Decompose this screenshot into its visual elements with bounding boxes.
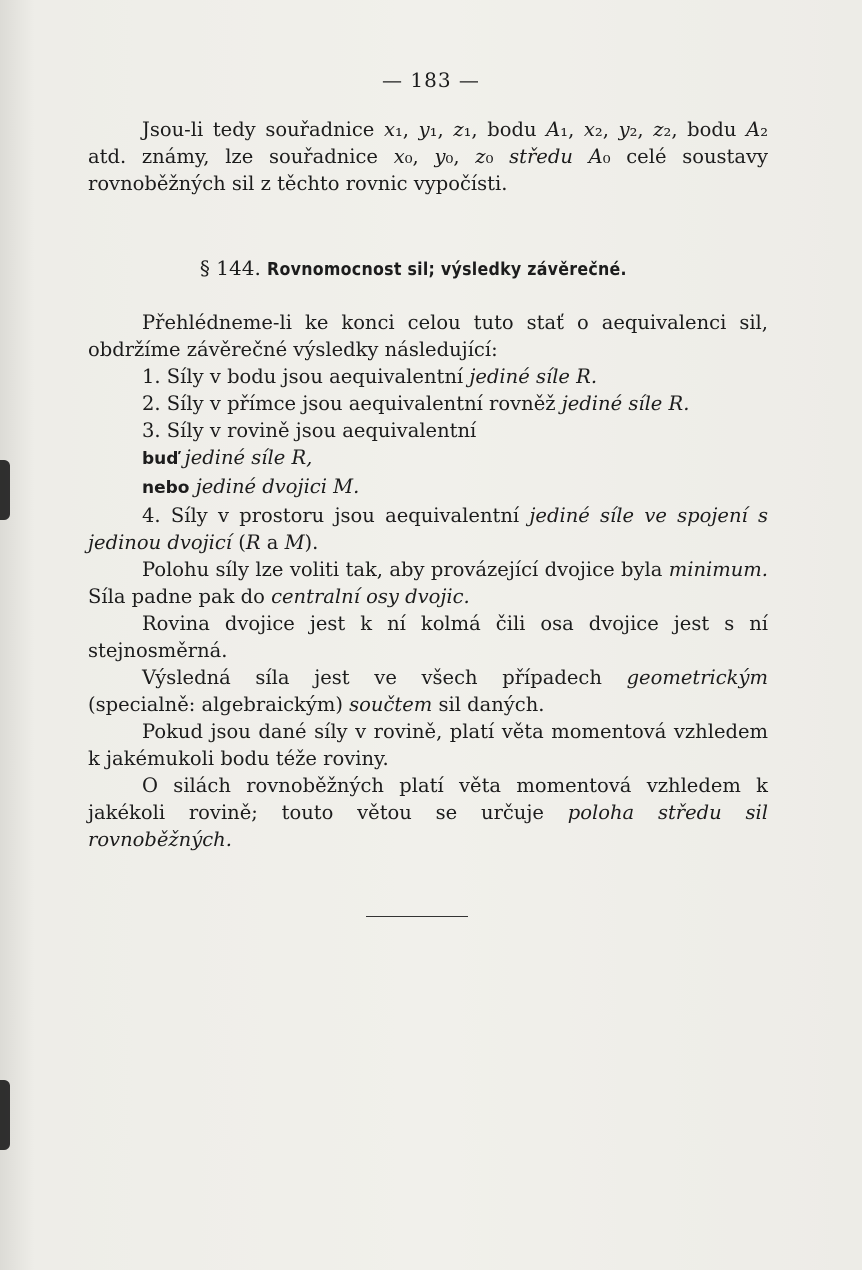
binding-shadow-bottom xyxy=(0,1080,10,1150)
binding-shadow-top xyxy=(0,460,10,520)
list-item-4: 4. Síly v prostoru jsou aequivalentní jediné síle ve spojení s jedinou dvojicí (R a M). xyxy=(88,504,768,554)
paragraph-resultant: Výsledná síla jest ve všech případech geometrickým (specialně: algebraickým) součtem sil daných. xyxy=(88,666,768,716)
intro-paragraph: Jsou-li tedy souřadnice x₁, y₁, z₁, bodu A₁, x₂, y₂, z₂, bodu A₂ atd. známy, lze souřadnice x₀, y₀, z₀ středu A₀ celé soustavy rovnoběžných sil z těchto rovnic vypočísti. xyxy=(88,118,769,195)
list-item-3-option-a: buď jediné síle R, xyxy=(142,446,313,469)
page-number: — 183 — xyxy=(382,68,480,92)
lead-paragraph: Přehlédneme-li ke konci celou tuto stať o aequivalenci sil, obdržíme závěrečné výsledky následující: xyxy=(88,311,768,361)
list-item-3: 3. Síly v rovině jsou aequivalentní xyxy=(142,419,477,442)
paragraph-minimum: Polohu síly lze voliti tak, aby provázející dvojice byla minimum. Síla padne pak do centralní osy dvojic. xyxy=(88,558,768,608)
body-text xyxy=(88,116,768,853)
list-item-3-option-b: nebo jediné dvojici M. xyxy=(142,475,360,498)
list-item-2: 2. Síly v přímce jsou aequivalentní rovněž jediné síle R. xyxy=(142,392,690,415)
closing-rule xyxy=(366,916,468,917)
section-number: § 144. xyxy=(199,256,261,280)
list-item-1: 1. Síly v bodu jsou aequivalentní jediné síle R. xyxy=(142,365,598,388)
section-title: Rovnomocnost sil; výsledky závěrečné. xyxy=(267,259,628,280)
paragraph-plane: Rovina dvojice jest k ní kolmá čili osa dvojice jest s ní stejnosměrná. xyxy=(88,612,768,662)
paragraph-moment-plane: Pokud jsou dané síly v rovině, platí věta momentová vzhledem k jakémukoli bodu téže roviny. xyxy=(88,720,768,770)
paragraph-parallel: O silách rovnoběžných platí věta momentová vzhledem k jakékoli rovině; touto větou se určuje poloha středu sil rovnoběžných. xyxy=(88,774,768,851)
section-heading xyxy=(88,255,768,283)
